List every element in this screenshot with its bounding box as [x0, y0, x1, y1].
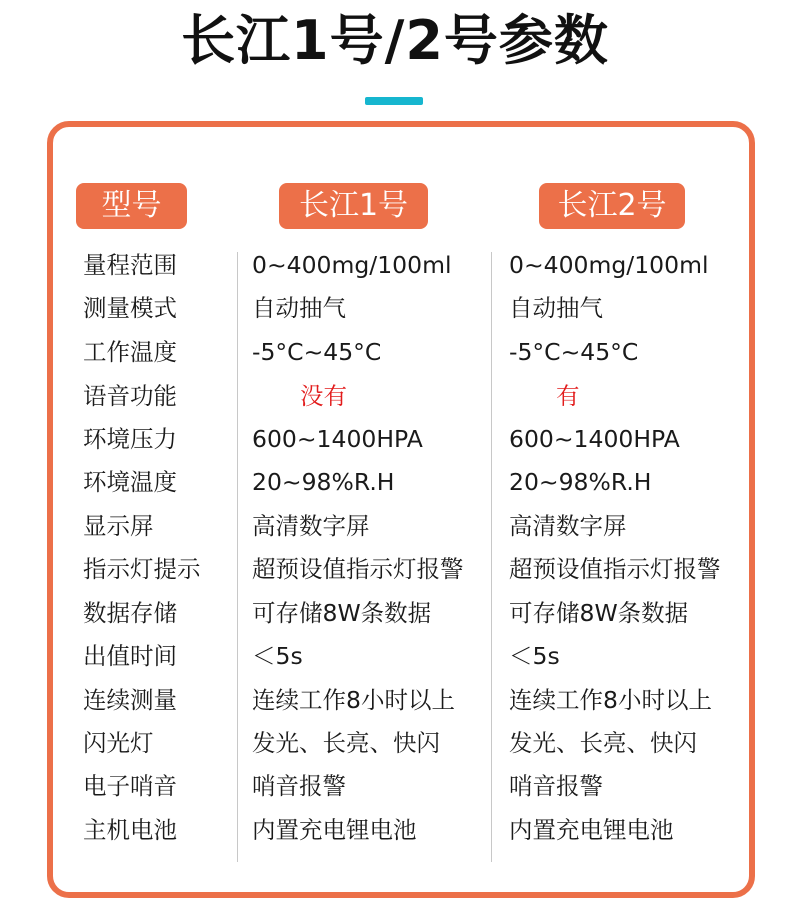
header-changjiang-2: 长江2号: [539, 183, 685, 229]
table-row: [0, 766, 790, 806]
spec-label: 主机电池: [83, 816, 177, 844]
spec-value-model-1: 自动抽气: [252, 294, 346, 322]
table-row: [0, 810, 790, 850]
spec-value-model-2: 内置充电锂电池: [509, 816, 674, 844]
page-title: 长江1号/2号参数: [181, 9, 609, 72]
spec-value-model-2: 发光、长亮、快闪: [509, 729, 697, 757]
spec-value-model-2: 可存储8W条数据: [509, 599, 689, 627]
table-row: [0, 332, 790, 372]
spec-label: 出值时间: [83, 642, 177, 670]
spec-value-model-2: 0~400mg/100ml: [509, 251, 709, 279]
spec-value-model-1: ＜5s: [252, 642, 303, 670]
spec-value-model-2: ＜5s: [509, 642, 560, 670]
title-underline: [365, 97, 423, 105]
spec-value-model-1: 哨音报警: [252, 772, 346, 800]
spec-value-model-1: 没有: [300, 382, 347, 410]
spec-label: 工作温度: [83, 338, 177, 366]
spec-label: 闪光灯: [83, 729, 154, 757]
table-row: [0, 593, 790, 633]
spec-label: 数据存储: [83, 599, 177, 627]
spec-label: 指示灯提示: [83, 555, 201, 583]
spec-value-model-1: 0~400mg/100ml: [252, 251, 452, 279]
spec-value-model-2: 20~98%R.H: [509, 468, 652, 496]
spec-label: 连续测量: [83, 686, 177, 714]
spec-value-model-2: 有: [556, 382, 580, 410]
table-row: [0, 376, 790, 416]
spec-value-model-2: 自动抽气: [509, 294, 603, 322]
table-row: [0, 245, 790, 285]
spec-value-model-2: 哨音报警: [509, 772, 603, 800]
header-model: 型号: [76, 183, 187, 229]
spec-value-model-2: 高清数字屏: [509, 512, 627, 540]
spec-value-model-2: 连续工作8小时以上: [509, 686, 712, 714]
spec-value-model-1: 超预设值指示灯报警: [252, 555, 464, 583]
header-changjiang-1: 长江1号: [279, 183, 428, 229]
spec-label: 环境压力: [83, 425, 177, 453]
table-row: [0, 680, 790, 720]
spec-label: 环境温度: [83, 468, 177, 496]
spec-label: 电子哨音: [83, 772, 177, 800]
table-row: [0, 288, 790, 328]
spec-label: 测量模式: [83, 294, 177, 322]
spec-value-model-1: 高清数字屏: [252, 512, 370, 540]
spec-label: 量程范围: [83, 251, 177, 279]
table-row: [0, 506, 790, 546]
spec-value-model-2: -5°C~45°C: [509, 338, 639, 366]
spec-value-model-2: 超预设值指示灯报警: [509, 555, 721, 583]
table-row: [0, 636, 790, 676]
table-row: [0, 419, 790, 459]
spec-label: 语音功能: [83, 382, 177, 410]
table-row: [0, 549, 790, 589]
spec-value-model-1: 可存储8W条数据: [252, 599, 432, 627]
table-row: [0, 462, 790, 502]
spec-value-model-1: 连续工作8小时以上: [252, 686, 455, 714]
spec-value-model-1: -5°C~45°C: [252, 338, 382, 366]
spec-value-model-1: 600~1400HPA: [252, 425, 423, 453]
spec-value-model-2: 600~1400HPA: [509, 425, 680, 453]
spec-value-model-1: 内置充电锂电池: [252, 816, 417, 844]
spec-value-model-1: 发光、长亮、快闪: [252, 729, 440, 757]
table-row: [0, 723, 790, 763]
spec-label: 显示屏: [83, 512, 154, 540]
spec-value-model-1: 20~98%R.H: [252, 468, 395, 496]
